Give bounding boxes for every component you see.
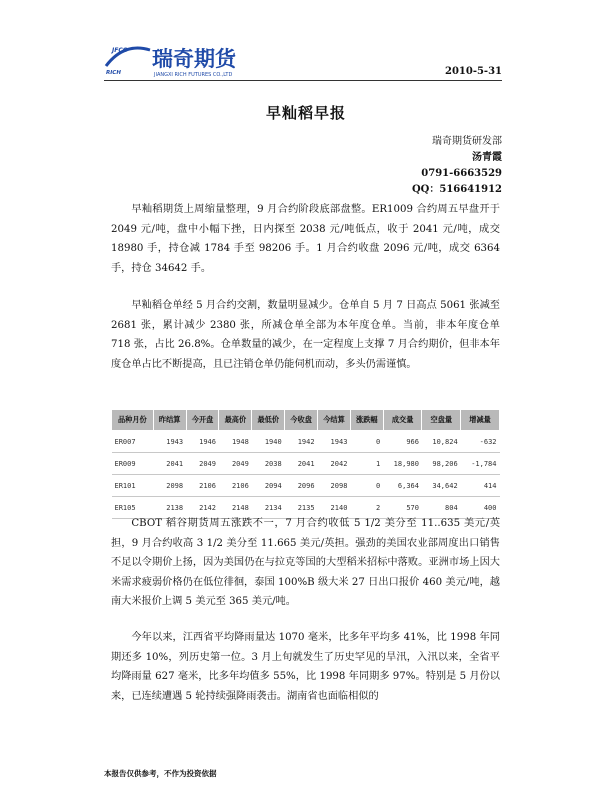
table-cell: 414 xyxy=(461,475,500,497)
paragraph-futures-summary: 早籼稻期货上周缩量整理，9 月合约阶段底部盘整。ER1009 合约周五早盘开于 2049 元/吨，盘中小幅下挫，日内探至 2038 元/吨低点，收于 2041 元/吨，成交 18980 手，持仓减 1784 手至 98206 手。1 月合约收盘 2096 元/吨，成交 6364 手，持仓 34642 手。 xyxy=(111,204,500,274)
col-header: 涨跌幅 xyxy=(350,410,383,431)
table-cell: 2041 xyxy=(285,453,318,475)
table-cell: 1948 xyxy=(219,431,252,453)
paragraph-warehouse-receipts: 早籼稻仓单经 5 月合约交割，数量明显减少。仓单自 5 月 7 日高点 5061 张减至 2681 张，累计减少 2380 张，所减仓单全部为本年度仓单。当前，非本年度仓单 718 张，占比 26.8%。仓单数量的减少，在一定程度上支撑 7 月合约期价，但非本年度仓单占比不断提高，且已注销仓单仍能伺机而动，多头仍需谨慎。 xyxy=(111,300,500,370)
table-cell: -632 xyxy=(461,431,500,453)
table-cell: 1943 xyxy=(153,431,186,453)
company-logo xyxy=(104,38,274,78)
table-cell: 18,980 xyxy=(383,453,422,475)
table-cell: 2148 xyxy=(219,497,252,519)
table-cell: 2049 xyxy=(186,453,219,475)
header-divider xyxy=(104,80,502,81)
table-cell: ER007 xyxy=(112,431,154,453)
table-cell: 34,642 xyxy=(422,475,461,497)
col-header: 增减量 xyxy=(461,410,500,431)
table-cell: 2042 xyxy=(318,453,351,475)
table-cell: 1940 xyxy=(252,431,285,453)
col-header: 品种月份 xyxy=(112,410,154,431)
author-name: 汤青霞 xyxy=(472,152,502,163)
author-department: 瑞奇期货研发部 xyxy=(432,136,502,147)
table-cell: 2098 xyxy=(153,475,186,497)
disclaimer: 本报告仅供参考，不作为投资依据 xyxy=(104,769,217,778)
report-date: 2010-5-31 xyxy=(444,66,502,77)
table-cell: ER101 xyxy=(112,475,154,497)
table-cell: 6,364 xyxy=(383,475,422,497)
table-cell: 98,206 xyxy=(422,453,461,475)
col-header: 最低价 xyxy=(252,410,285,431)
table-cell: 2 xyxy=(350,497,383,519)
author-qq: QQ：516641912 xyxy=(411,184,502,195)
col-header: 今开盘 xyxy=(186,410,219,431)
quote-table-header xyxy=(112,410,500,431)
table-cell: 2106 xyxy=(186,475,219,497)
logo-jfco: JFCO xyxy=(112,47,128,54)
table-cell: 2135 xyxy=(285,497,318,519)
table-cell: 2041 xyxy=(153,453,186,475)
table-cell: 2049 xyxy=(219,453,252,475)
col-header: 成交量 xyxy=(383,410,422,431)
table-cell: 2096 xyxy=(285,475,318,497)
table-cell: 2094 xyxy=(252,475,285,497)
author-block xyxy=(412,134,502,198)
table-cell: 2140 xyxy=(318,497,351,519)
col-header: 今收盘 xyxy=(285,410,318,431)
table-cell: 966 xyxy=(383,431,422,453)
logo-graphic xyxy=(104,38,274,78)
col-header: 昨结算 xyxy=(153,410,186,431)
author-phone: 0791-6663529 xyxy=(421,168,502,179)
logo-chinese-name: 瑞奇期货 xyxy=(152,47,236,71)
table-cell: 1946 xyxy=(186,431,219,453)
table-cell: 2138 xyxy=(153,497,186,519)
table-cell: 400 xyxy=(461,497,500,519)
col-header: 空盘量 xyxy=(422,410,461,431)
table-row xyxy=(112,431,500,453)
table-cell: 804 xyxy=(422,497,461,519)
table-cell: 0 xyxy=(350,431,383,453)
table-cell: ER009 xyxy=(112,453,154,475)
logo-rich: RICH xyxy=(106,70,121,76)
table-cell: 1943 xyxy=(318,431,351,453)
table-cell: 570 xyxy=(383,497,422,519)
table-cell: 1942 xyxy=(285,431,318,453)
table-cell: 10,824 xyxy=(422,431,461,453)
paragraph-cbot-rice: CBOT 稻谷期货周五涨跌不一，7 月合约收低 5 1/2 美分至 11..635 美元/英担，9 月合约收高 3 1/2 美分至 11.665 美元/英担。强劲的美国农业部周度出口销售不足以令期价上扬，因为美国仍在与拉克等国的大型稻米招标中落败。亚洲市场上因大米需求疲弱价格仍在低位徘徊，泰国 100%B 级大米 27 日出口报价 460 美元/吨，越南大米报价上调 5 美元至 365 美元/吨。 xyxy=(111,518,500,607)
quote-table-body xyxy=(112,431,500,519)
table-cell: 0 xyxy=(350,475,383,497)
col-header: 最高价 xyxy=(219,410,252,431)
paragraph-weather: 今年以来，江西省平均降雨量达 1070 毫米，比多年平均多 41%，比 1998 年同期还多 10%，列历史第一位。3 月上旬就发生了历史罕见的旱汛，入汛以来，全省平均降雨量 627 毫米，比多年均值多 55%，比 1998 年同期多 97%。特别是 5 月份以来，已连续遭遇 5 轮持续强降雨袭击。湖南省也面临相似的 xyxy=(111,632,500,702)
col-header: 今结算 xyxy=(318,410,351,431)
table-row xyxy=(112,475,500,497)
table-cell: 2098 xyxy=(318,475,351,497)
report-title: 早籼稻早报 xyxy=(265,104,346,122)
logo-english-name: JIANGXI RICH FUTURES CO.,LTD xyxy=(154,72,233,78)
quote-table xyxy=(111,409,500,519)
table-cell: ER105 xyxy=(112,497,154,519)
table-cell: 2134 xyxy=(252,497,285,519)
table-cell: 2106 xyxy=(219,475,252,497)
table-cell: 2142 xyxy=(186,497,219,519)
table-cell: 1 xyxy=(350,453,383,475)
table-row xyxy=(112,453,500,475)
table-cell: -1,784 xyxy=(461,453,500,475)
table-cell: 2038 xyxy=(252,453,285,475)
